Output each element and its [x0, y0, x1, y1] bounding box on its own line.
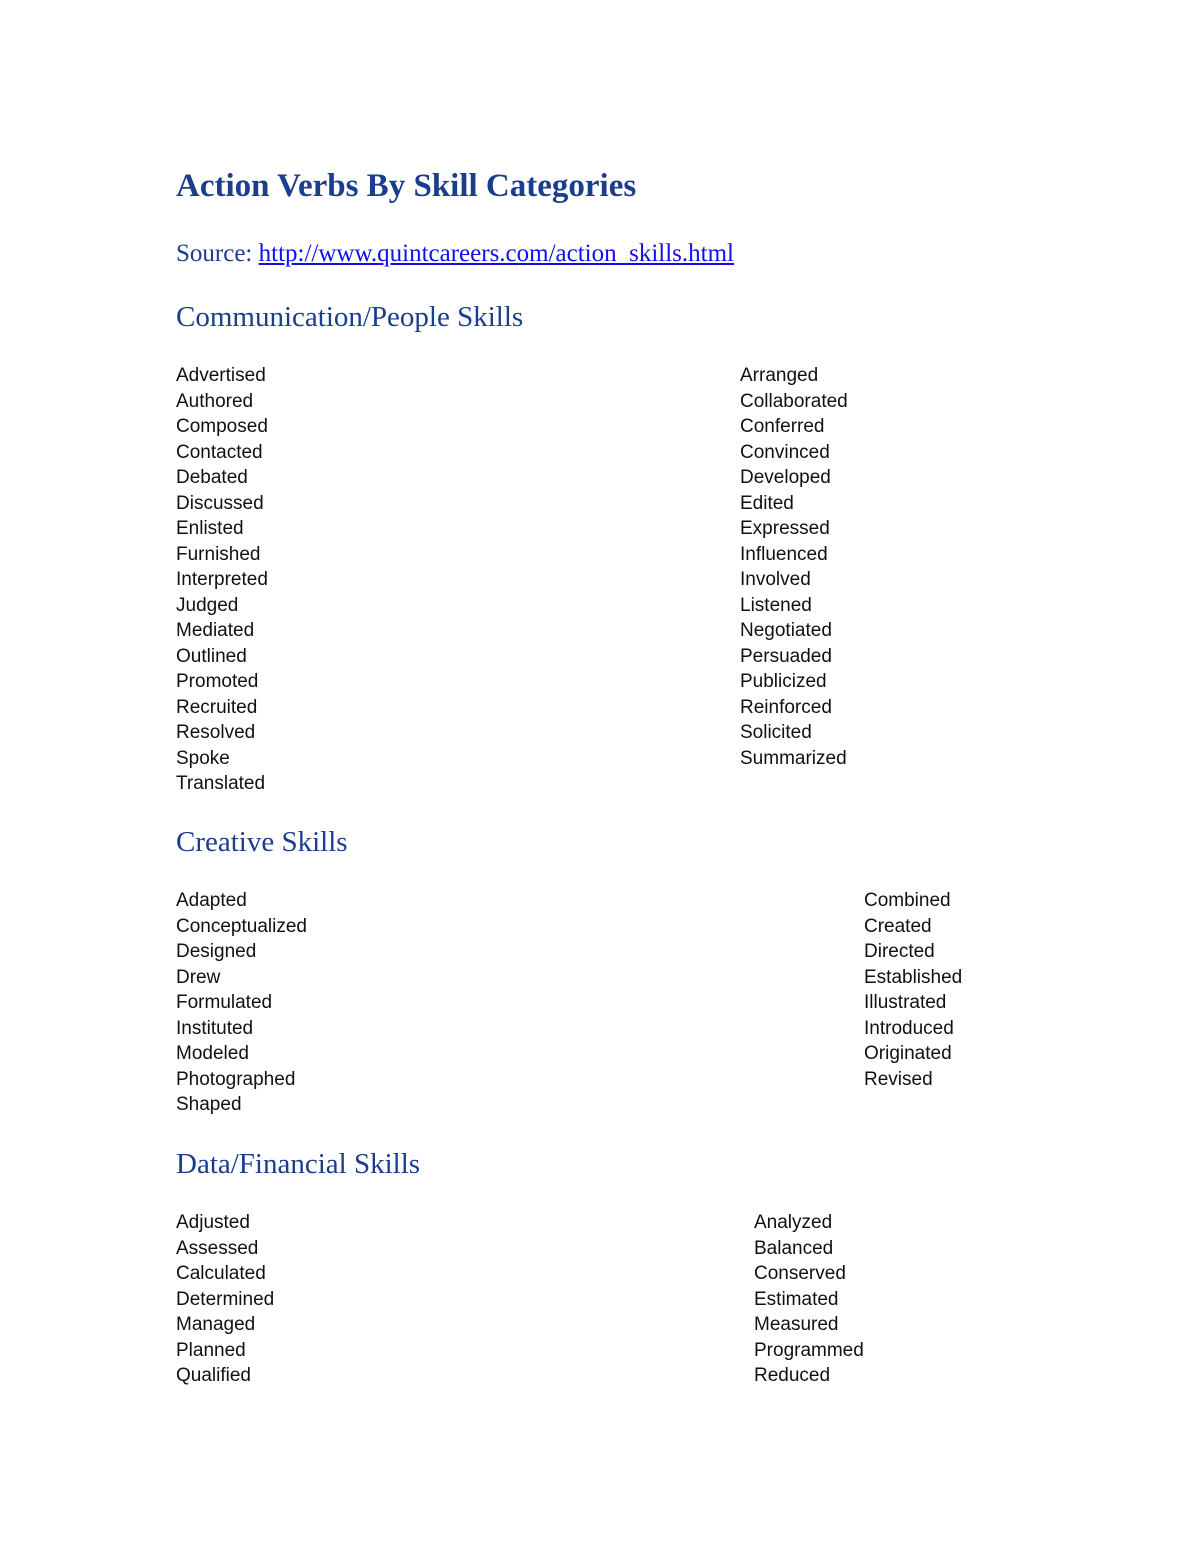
verb-item: Designed	[176, 941, 257, 962]
verb-item: Mediated	[176, 620, 255, 641]
verb-item: Interpreted	[176, 569, 268, 590]
verb-item: Influenced	[740, 543, 828, 565]
verb-item: Publicized	[740, 671, 827, 692]
section-heading-data-financial: Data/Financial Skills	[176, 1148, 421, 1180]
verb-item: Contacted	[176, 441, 263, 463]
verb-item: Revised	[864, 1068, 933, 1090]
verb-item: Qualified	[176, 1365, 251, 1386]
verb-item: Instituted	[176, 1017, 254, 1039]
verb-item: Spoke	[176, 747, 230, 769]
verb-item: Expressed	[740, 518, 830, 539]
verb-item: Combined	[864, 890, 951, 911]
verb-item: Programmed	[754, 1339, 864, 1361]
verb-item: Resolved	[176, 722, 256, 743]
verb-item: Persuaded	[740, 645, 832, 667]
verb-item: Enlisted	[176, 518, 244, 539]
verb-item: Measured	[754, 1314, 839, 1335]
verb-item: Summarized	[740, 747, 847, 769]
verb-item: Introduced	[864, 1017, 954, 1039]
creative-verbs-left	[176, 888, 307, 1118]
verb-item: Promoted	[176, 671, 259, 692]
section-heading-creative: Creative Skills	[176, 826, 348, 858]
verb-item: Arranged	[740, 365, 819, 386]
verb-item: Assessed	[176, 1237, 259, 1259]
source-label: Source:	[176, 240, 259, 267]
verb-item: Advertised	[176, 365, 266, 386]
verb-item: Drew	[176, 966, 221, 988]
verb-item: Shaped	[176, 1094, 242, 1115]
verb-item: Conceptualized	[176, 915, 307, 937]
verb-item: Originated	[864, 1043, 952, 1064]
verb-item: Edited	[740, 492, 794, 514]
verb-item: Directed	[864, 941, 935, 962]
data-financial-verbs-right	[754, 1210, 864, 1389]
data-financial-verbs-left	[176, 1210, 274, 1389]
verb-item: Created	[864, 915, 932, 937]
verb-item: Adjusted	[176, 1212, 250, 1233]
verb-item: Planned	[176, 1339, 246, 1361]
verb-item: Conferred	[740, 416, 825, 437]
verb-item: Collaborated	[740, 390, 848, 412]
document-title: Action Verbs By Skill Categories	[176, 168, 637, 204]
verb-item: Convinced	[740, 441, 830, 463]
verb-item: Managed	[176, 1314, 256, 1335]
verb-item: Involved	[740, 569, 811, 590]
creative-verbs-right	[864, 888, 962, 1092]
section-heading-communication: Communication/People Skills	[176, 301, 524, 333]
verb-item: Reduced	[754, 1365, 831, 1386]
verb-item: Outlined	[176, 645, 247, 667]
verb-item: Debated	[176, 467, 248, 488]
communication-verbs-left	[176, 363, 268, 797]
verb-item: Calculated	[176, 1263, 266, 1284]
verb-item: Composed	[176, 416, 268, 437]
verb-item: Conserved	[754, 1263, 846, 1284]
verb-item: Judged	[176, 594, 239, 616]
verb-item: Modeled	[176, 1043, 249, 1064]
communication-verbs-right	[740, 363, 848, 771]
source-line	[176, 238, 734, 270]
verb-item: Recruited	[176, 696, 258, 718]
verb-item: Adapted	[176, 890, 247, 911]
verb-item: Discussed	[176, 492, 264, 514]
verb-item: Negotiated	[740, 620, 832, 641]
verb-item: Established	[864, 966, 963, 988]
verb-item: Reinforced	[740, 696, 832, 718]
verb-item: Photographed	[176, 1068, 296, 1090]
verb-item: Illustrated	[864, 992, 947, 1013]
source-link[interactable]: http://www.quintcareers.com/action_skills.html	[258, 240, 735, 267]
verb-item: Analyzed	[754, 1212, 833, 1233]
verb-item: Listened	[740, 594, 812, 616]
verb-item: Developed	[740, 467, 831, 488]
verb-item: Furnished	[176, 543, 261, 565]
verb-item: Formulated	[176, 992, 273, 1013]
verb-item: Balanced	[754, 1237, 834, 1259]
verb-item: Solicited	[740, 722, 812, 743]
verb-item: Authored	[176, 390, 254, 412]
verb-item: Estimated	[754, 1288, 839, 1310]
verb-item: Translated	[176, 773, 266, 794]
verb-item: Determined	[176, 1288, 275, 1310]
